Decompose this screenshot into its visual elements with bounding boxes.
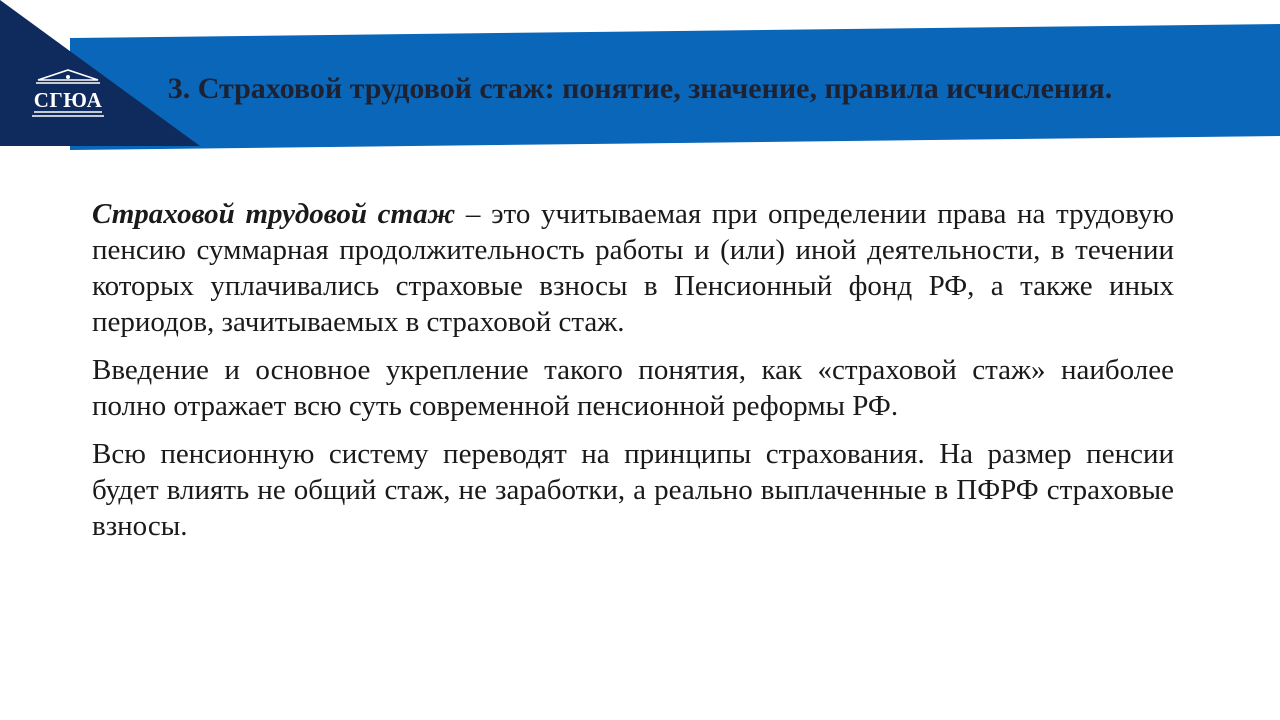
paragraph-definition (92, 196, 1174, 340)
university-logo (28, 66, 108, 118)
definition-text: – это учитываемая при определении права на трудовую пенсию суммарная продолжительность работы и (или) иной деятельности, в течении которых уплачивались страховые взносы в Пенсионный фонд РФ, а также иных периодов, зачитываемых в страховой стаж. (92, 198, 1174, 338)
definition-term: Страховой трудовой стаж (92, 198, 456, 230)
paragraph-pension-system: Всю пенсионную систему переводят на принципы страхования. На размер пенсии будет влиять не общий стаж, не заработки, а реально выплаченные в ПФРФ страховые взносы. (92, 438, 1174, 542)
slide-title: 3. Страховой трудовой стаж: понятие, значение, правила исчисления. (167, 72, 1113, 105)
paragraph-significance: Введение и основное укрепление такого понятия, как «страховой стаж» наиболее полно отражает всю суть современной пенсионной реформы РФ. (92, 354, 1174, 422)
slide-body (92, 196, 1174, 556)
logo-text: СГЮА (33, 88, 103, 112)
